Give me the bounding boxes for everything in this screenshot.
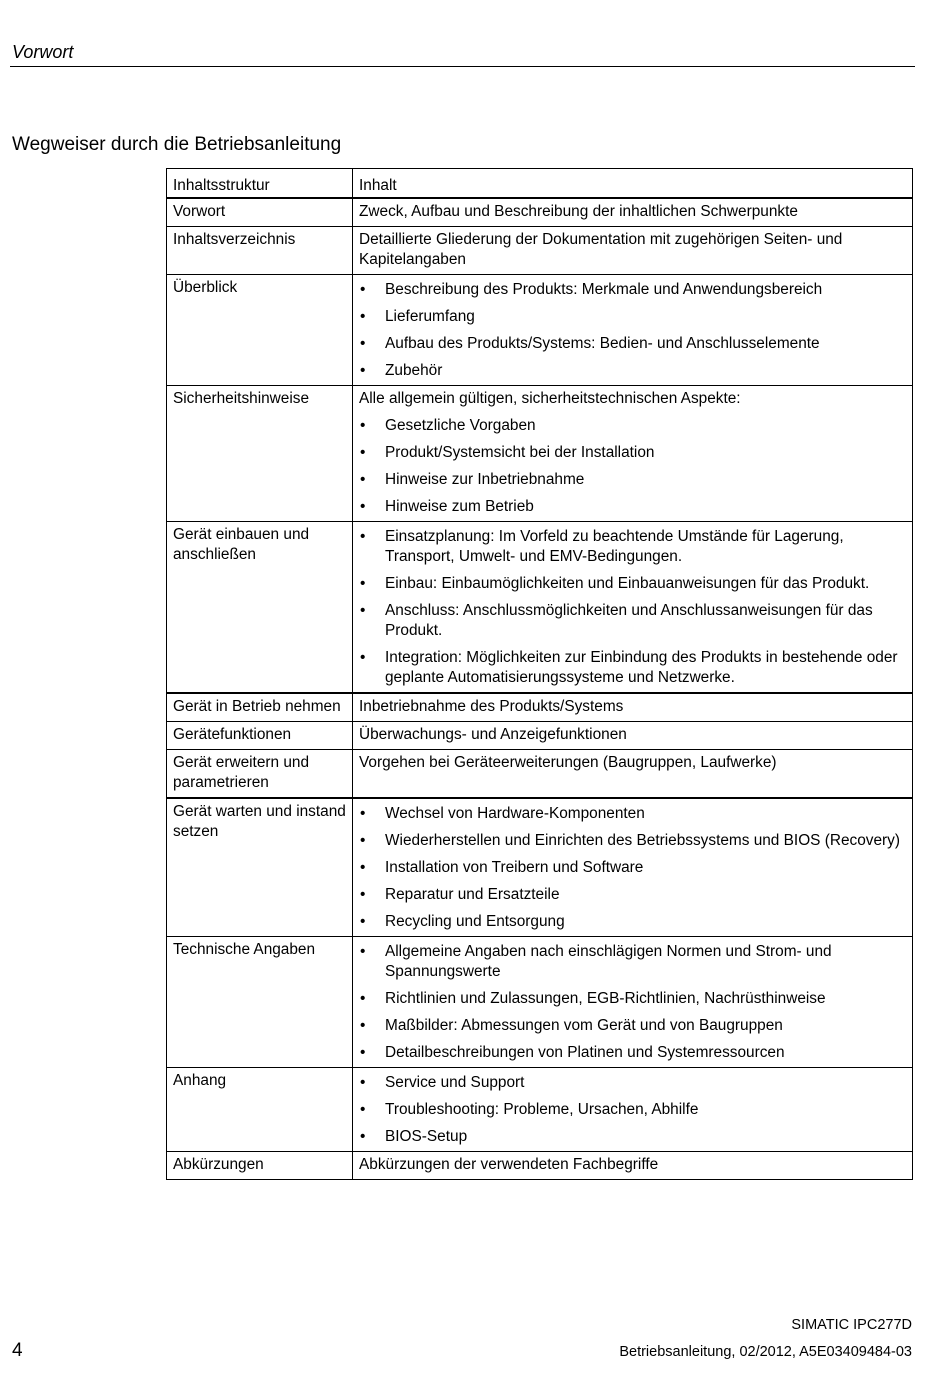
bullet-item: • Produkt/Systemsicht bei der Installation xyxy=(359,443,906,463)
bullet-list xyxy=(359,416,906,517)
content-cell xyxy=(353,198,913,227)
content-cell xyxy=(353,522,913,694)
content-cell xyxy=(353,275,913,386)
structure-cell: Abkürzungen xyxy=(167,1152,353,1180)
content-cell xyxy=(353,227,913,275)
bullet-item: • Wechsel von Hardware-Komponenten xyxy=(359,804,906,824)
content-text: Überwachungs- und Anzeigefunktionen xyxy=(359,726,627,743)
table-row xyxy=(167,750,913,799)
content-cell xyxy=(353,722,913,750)
content-text: Zweck, Aufbau und Beschreibung der inhaltlichen Schwerpunkte xyxy=(359,203,798,220)
table-row xyxy=(167,386,913,522)
bullet-item: • Aufbau des Produkts/Systems: Bedien- und Anschlusselemente xyxy=(359,334,906,354)
bullet-item: • Zubehör xyxy=(359,361,906,381)
structure-cell: Gerät warten und instand setzen xyxy=(167,798,353,937)
column-header-structure: Inhaltsstruktur xyxy=(167,169,353,199)
content-cell xyxy=(353,1068,913,1152)
table-row xyxy=(167,275,913,386)
content-cell xyxy=(353,1152,913,1180)
structure-cell: Gerät erweitern und parametrieren xyxy=(167,750,353,799)
bullet-item: • BIOS-Setup xyxy=(359,1127,906,1147)
running-header: Vorwort xyxy=(12,42,74,62)
bullet-item: • Detailbeschreibungen von Platinen und Systemressourcen xyxy=(359,1043,906,1063)
bullet-item: • Recycling und Entsorgung xyxy=(359,912,906,932)
bullet-item: • Installation von Treibern und Software xyxy=(359,858,906,878)
header-rule xyxy=(10,66,915,67)
table-row xyxy=(167,722,913,750)
bullet-item: • Integration: Möglichkeiten zur Einbindung des Produkts in bestehende oder geplante Automatisierungssysteme und Netzwerke. xyxy=(359,648,906,688)
bullet-item: • Service und Support xyxy=(359,1073,906,1093)
bullet-item: • Reparatur und Ersatzteile xyxy=(359,885,906,905)
section-title: Wegweiser durch die Betriebsanleitung xyxy=(12,134,342,155)
bullet-item: • Richtlinien und Zulassungen, EGB-Richtlinien, Nachrüsthinweise xyxy=(359,989,906,1009)
content-text: Detaillierte Gliederung der Dokumentation mit zugehörigen Seiten- und Kapitelangaben xyxy=(359,231,843,268)
bullet-item: • Maßbilder: Abmessungen vom Gerät und von Baugruppen xyxy=(359,1016,906,1036)
structure-cell: Sicherheitshinweise xyxy=(167,386,353,522)
table-row xyxy=(167,227,913,275)
table-row xyxy=(167,798,913,937)
footer-document-id: Betriebsanleitung, 02/2012, A5E03409484-03 xyxy=(619,1344,912,1360)
table-row xyxy=(167,522,913,694)
bullet-list xyxy=(359,1073,906,1147)
bullet-list xyxy=(359,804,906,932)
table-row xyxy=(167,693,913,722)
guide-table-body xyxy=(167,169,913,1180)
page-number: 4 xyxy=(12,1340,23,1361)
structure-cell: Überblick xyxy=(167,275,353,386)
guide-table xyxy=(166,168,913,1180)
bullet-item: • Hinweise zum Betrieb xyxy=(359,497,906,517)
content-cell xyxy=(353,750,913,799)
structure-cell: Gerät in Betrieb nehmen xyxy=(167,693,353,722)
bullet-list xyxy=(359,280,906,381)
bullet-item: • Gesetzliche Vorgaben xyxy=(359,416,906,436)
content-text: Vorgehen bei Geräteerweiterungen (Baugruppen, Laufwerke) xyxy=(359,754,777,771)
table-row xyxy=(167,1068,913,1152)
bullet-list xyxy=(359,527,906,688)
structure-cell: Vorwort xyxy=(167,198,353,227)
table-row xyxy=(167,1152,913,1180)
table-row xyxy=(167,198,913,227)
table-row xyxy=(167,937,913,1068)
content-cell xyxy=(353,937,913,1068)
structure-cell: Gerät einbauen und anschließen xyxy=(167,522,353,694)
bullet-item: • Allgemeine Angaben nach einschlägigen Normen und Strom- und Spannungswerte xyxy=(359,942,906,982)
bullet-item: • Einbau: Einbaumöglichkeiten und Einbauanweisungen für das Produkt. xyxy=(359,574,906,594)
bullet-item: • Anschluss: Anschlussmöglichkeiten und Anschlussanweisungen für das Produkt. xyxy=(359,601,906,641)
content-cell xyxy=(353,386,913,522)
content-text: Abkürzungen der verwendeten Fachbegriffe xyxy=(359,1156,659,1173)
structure-cell: Anhang xyxy=(167,1068,353,1152)
content-text: Alle allgemein gültigen, sicherheitstechnischen Aspekte: xyxy=(359,390,741,407)
content-text: Inbetriebnahme des Produkts/Systems xyxy=(359,698,624,715)
structure-cell: Inhaltsverzeichnis xyxy=(167,227,353,275)
footer-product: SIMATIC IPC277D xyxy=(791,1317,912,1333)
column-header-content: Inhalt xyxy=(353,169,913,199)
bullet-item: • Wiederherstellen und Einrichten des Betriebssystems und BIOS (Recovery) xyxy=(359,831,906,851)
bullet-item: • Troubleshooting: Probleme, Ursachen, Abhilfe xyxy=(359,1100,906,1120)
structure-cell: Technische Angaben xyxy=(167,937,353,1068)
content-cell xyxy=(353,798,913,937)
bullet-item: • Hinweise zur Inbetriebnahme xyxy=(359,470,906,490)
bullet-item: • Lieferumfang xyxy=(359,307,906,327)
bullet-list xyxy=(359,942,906,1063)
structure-cell: Gerätefunktionen xyxy=(167,722,353,750)
content-cell xyxy=(353,693,913,722)
bullet-item: • Beschreibung des Produkts: Merkmale und Anwendungsbereich xyxy=(359,280,906,300)
table-header-row xyxy=(167,169,913,199)
bullet-item: • Einsatzplanung: Im Vorfeld zu beachtende Umstände für Lagerung, Transport, Umwelt- und EMV-Bedingungen. xyxy=(359,527,906,567)
